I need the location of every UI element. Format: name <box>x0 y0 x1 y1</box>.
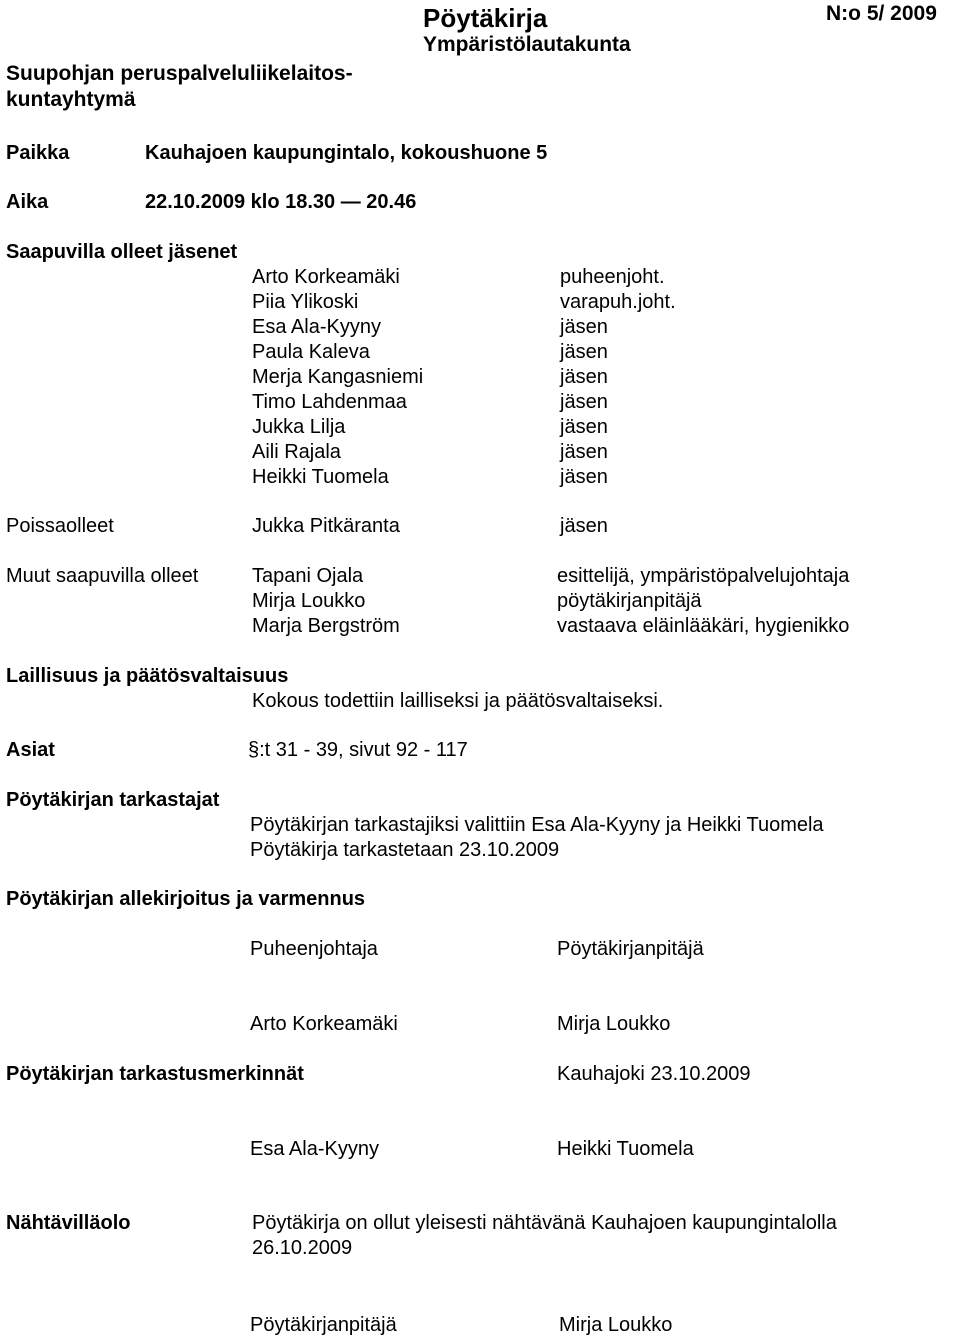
place-value: Kauhajoen kaupungintalo, kokoushuone 5 <box>145 142 548 164</box>
inspection-label: Pöytäkirjan tarkastusmerkinnät <box>6 1063 304 1085</box>
checkers-label: Pöytäkirjan tarkastajat <box>6 789 220 811</box>
legality-text: Kokous todettiin lailliseksi ja päätösvaltaiseksi. <box>252 690 664 712</box>
member-name: Arto Korkeamäki <box>252 266 400 288</box>
display-label: Nähtävilläolo <box>6 1212 131 1234</box>
member-role: varapuh.joht. <box>560 291 676 313</box>
member-name: Jukka Lilja <box>252 416 346 438</box>
present-members-label: Saapuvilla olleet jäsenet <box>6 241 238 263</box>
signing-label: Pöytäkirjan allekirjoitus ja varmennus <box>6 888 366 910</box>
time-label: Aika <box>6 191 49 213</box>
member-name: Merja Kangasniemi <box>252 366 424 388</box>
organization-name-line2: kuntayhtymä <box>6 88 136 111</box>
display-line1: Pöytäkirja on ollut yleisesti nähtävänä Kauhajoen kaupungintalolla <box>252 1212 837 1234</box>
absent-role: jäsen <box>560 515 608 537</box>
matters-label: Asiat <box>6 739 55 761</box>
document-title: Pöytäkirja <box>423 3 548 33</box>
others-present-label: Muut saapuvilla olleet <box>6 565 199 587</box>
chair-title: Puheenjohtaja <box>250 938 378 960</box>
chair-name: Arto Korkeamäki <box>250 1013 398 1035</box>
inspection-place-date: Kauhajoki 23.10.2009 <box>557 1063 751 1085</box>
legality-label: Laillisuus ja päätösvaltaisuus <box>6 665 289 687</box>
other-person-name: Mirja Loukko <box>252 590 366 612</box>
member-role: puheenjoht. <box>560 266 665 288</box>
member-name: Esa Ala-Kyyny <box>252 316 381 338</box>
checker2-name: Heikki Tuomela <box>557 1138 694 1160</box>
matters-text: §:t 31 - 39, sivut 92 - 117 <box>248 739 468 761</box>
member-role: jäsen <box>560 316 608 338</box>
member-role: jäsen <box>560 416 608 438</box>
checkers-line2: Pöytäkirja tarkastetaan 23.10.2009 <box>250 839 560 861</box>
member-name: Paula Kaleva <box>252 341 370 363</box>
secretary-name: Mirja Loukko <box>557 1013 671 1035</box>
time-value: 22.10.2009 klo 18.30 — 20.46 <box>145 191 417 213</box>
member-role: jäsen <box>560 341 608 363</box>
absent-label: Poissaolleet <box>6 515 114 537</box>
committee-name: Ympäristölautakunta <box>423 33 631 56</box>
absent-name: Jukka Pitkäranta <box>252 515 400 537</box>
member-name: Piia Ylikoski <box>252 291 359 313</box>
other-person-role: pöytäkirjanpitäjä <box>557 590 702 612</box>
member-role: jäsen <box>560 366 608 388</box>
checkers-line1: Pöytäkirjan tarkastajiksi valittiin Esa Ala-Kyyny ja Heikki Tuomela <box>250 814 824 836</box>
secretary-title: Pöytäkirjanpitäjä <box>557 938 704 960</box>
member-role: jäsen <box>560 391 608 413</box>
display-secretary-name: Mirja Loukko <box>559 1314 673 1336</box>
member-name: Aili Rajala <box>252 441 341 463</box>
member-name: Timo Lahdenmaa <box>252 391 407 413</box>
other-person-role: vastaava eläinlääkäri, hygienikko <box>557 615 850 637</box>
member-role: jäsen <box>560 466 608 488</box>
place-label: Paikka <box>6 142 70 164</box>
member-name: Heikki Tuomela <box>252 466 389 488</box>
organization-name-line1: Suupohjan peruspalveluliikelaitos- <box>6 62 353 85</box>
other-person-role: esittelijä, ympäristöpalvelujohtaja <box>557 565 850 587</box>
display-secretary-title: Pöytäkirjanpitäjä <box>250 1314 397 1336</box>
other-person-name: Tapani Ojala <box>252 565 364 587</box>
other-person-name: Marja Bergström <box>252 615 400 637</box>
display-line2: 26.10.2009 <box>252 1237 353 1259</box>
document-number: N:o 5/ 2009 <box>826 2 937 25</box>
checker1-name: Esa Ala-Kyyny <box>250 1138 379 1160</box>
member-role: jäsen <box>560 441 608 463</box>
